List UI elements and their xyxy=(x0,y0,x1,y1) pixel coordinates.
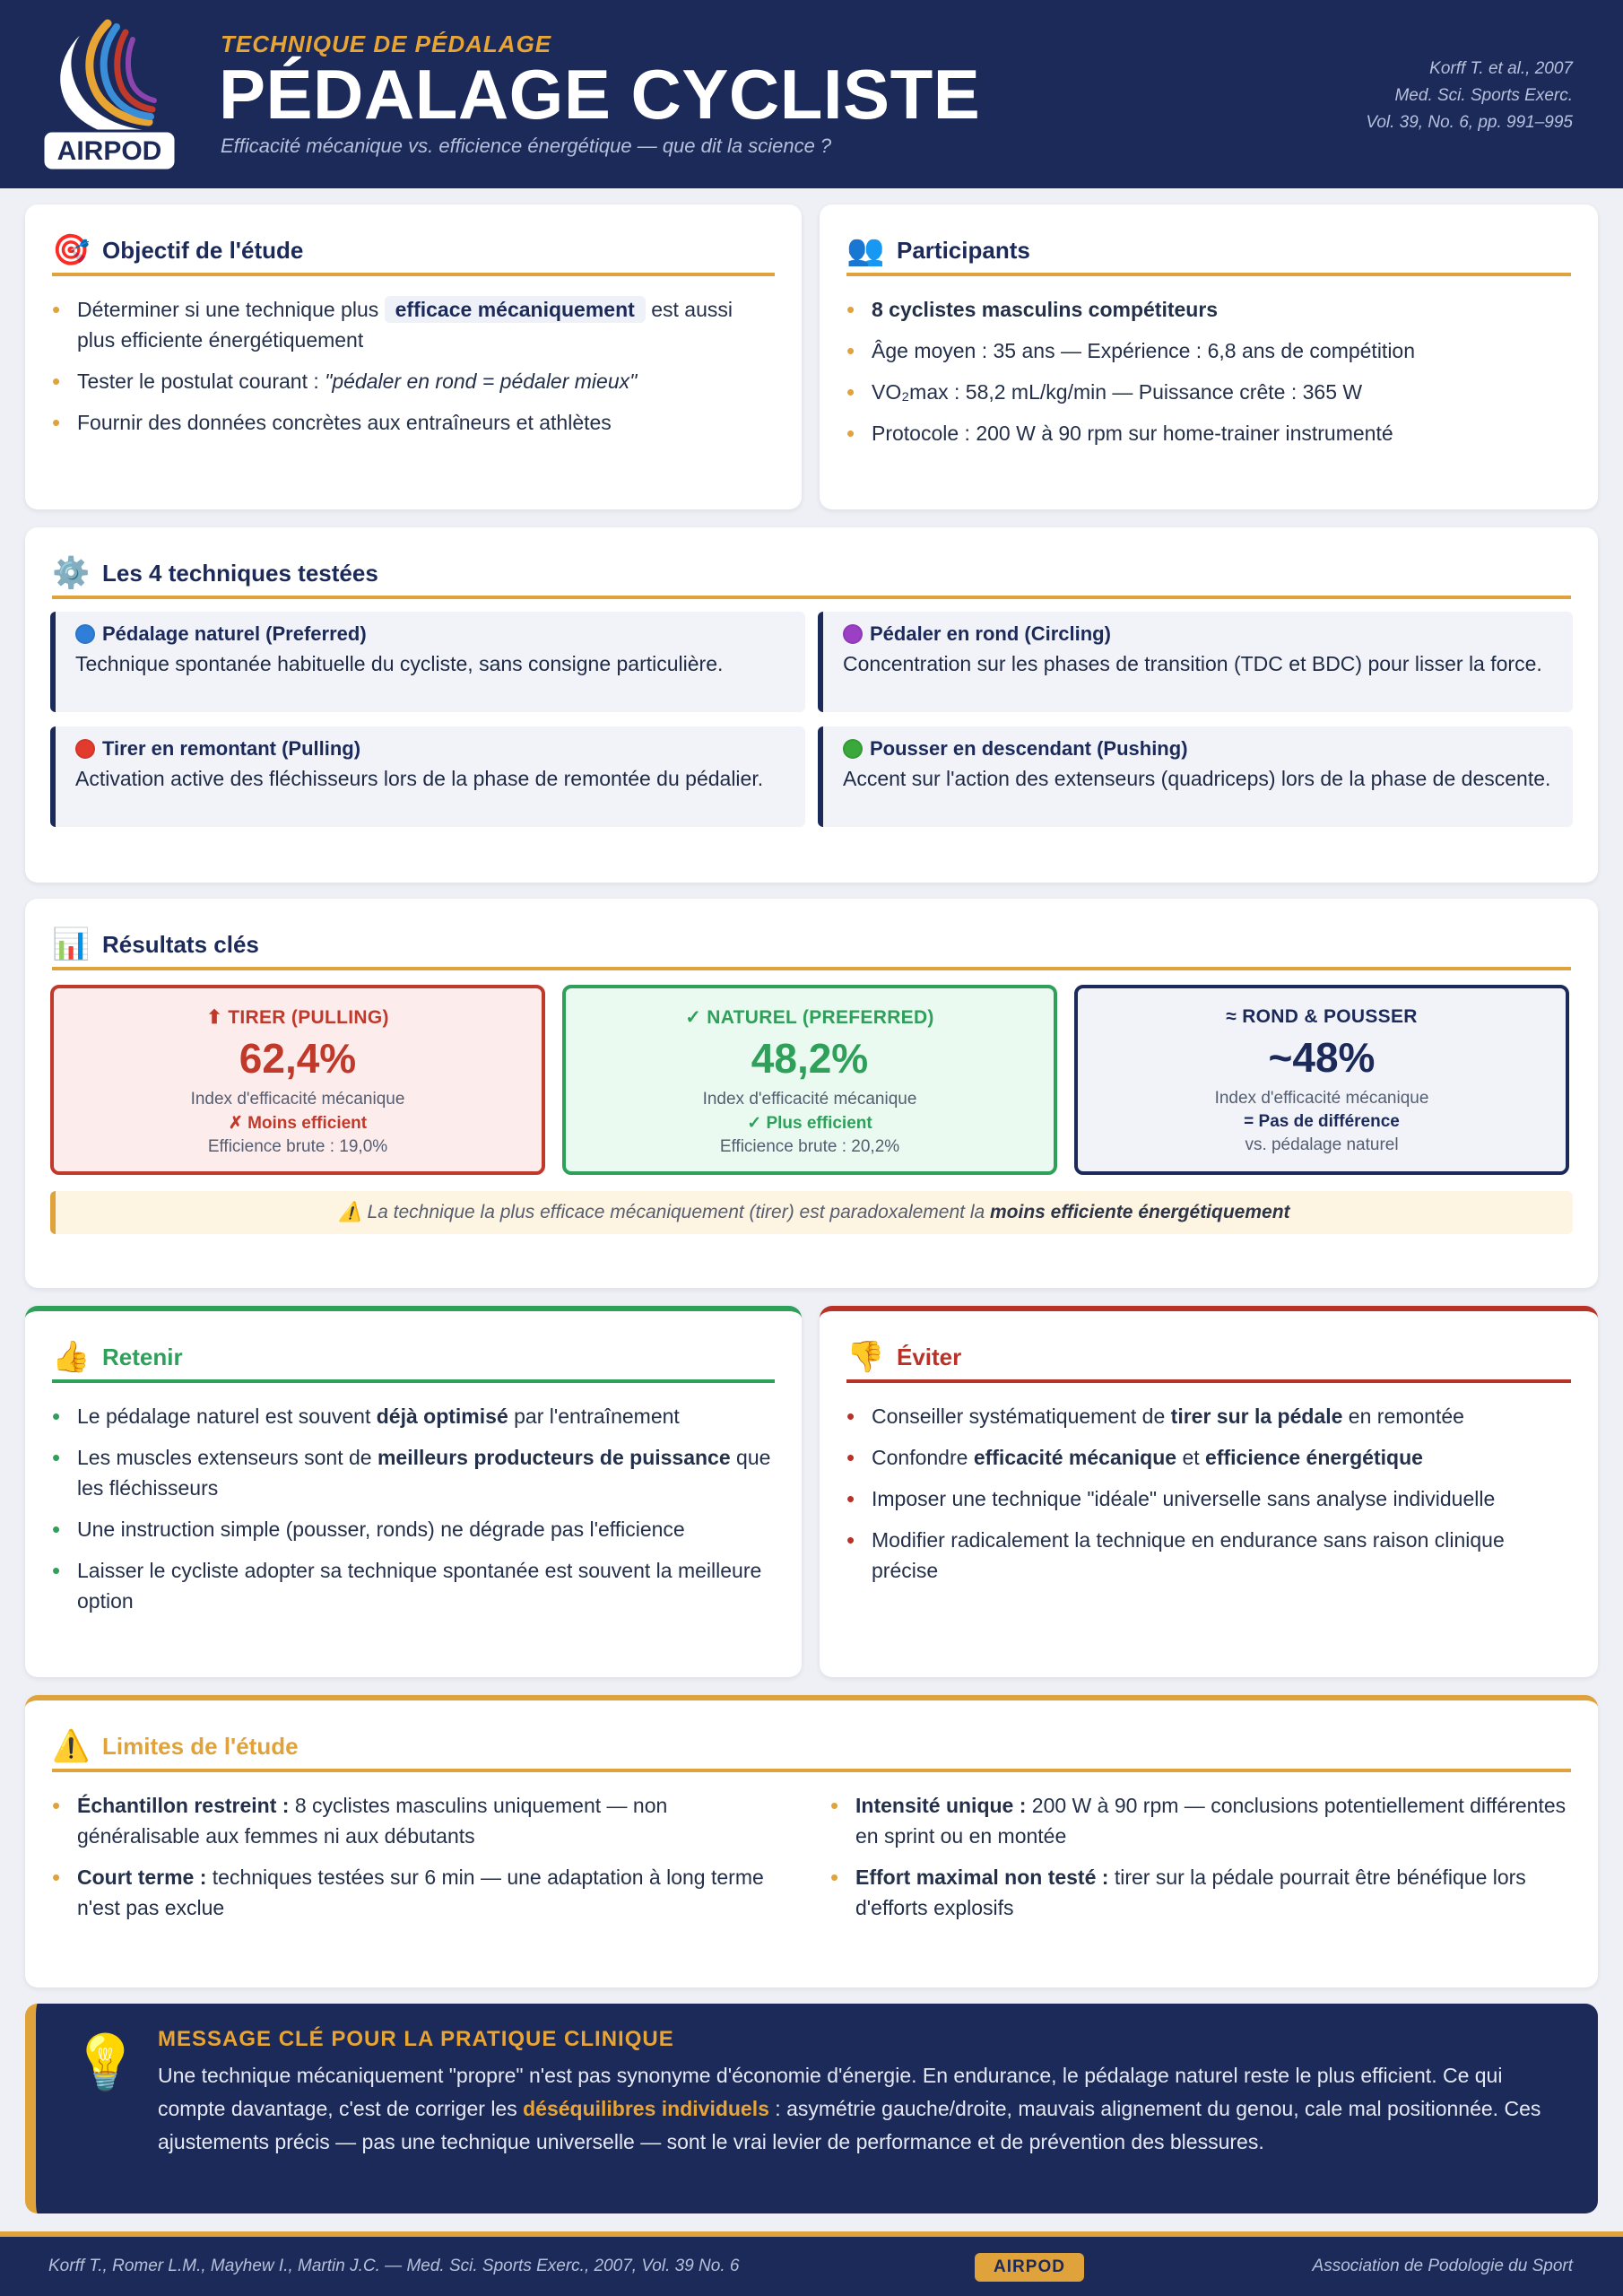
list-item: • Imposer une technique "idéale" universelle sans analyse individuelle xyxy=(846,1483,1571,1514)
footer-citation: Korff T., Romer L.M., Mayhew I., Martin J.C. — Med. Sci. Sports Exerc., 2007, Vol. 39 No. 6 xyxy=(48,2257,740,2275)
participants-list xyxy=(846,294,1571,459)
result-value: 62,4% xyxy=(239,1035,357,1082)
reference-line: Korff T. et al., 2007 xyxy=(1429,59,1573,78)
red-dot-icon xyxy=(75,739,95,759)
reference-line: Med. Sci. Sports Exerc. xyxy=(1394,86,1573,105)
list-item: • Conseiller systématiquement de tirer sur la pédale en remontée xyxy=(846,1401,1571,1431)
page-title: PÉDALAGE CYCLISTE xyxy=(219,55,981,134)
warning-icon: ⚠️ xyxy=(52,1728,91,1764)
warning-note: ⚠️ La technique la plus efficace mécaniquement (tirer) est paradoxalement la moins efficiente énergétiquement xyxy=(50,1191,1573,1234)
card-header xyxy=(846,1335,1571,1383)
blue-dot-icon xyxy=(75,624,95,644)
card-header xyxy=(52,228,775,276)
result-box-preferred: ✓ NATUREL (PREFERRED) 48,2% Index d'efficacité mécanique ✓ Plus efficient Efficience brute : 20,2% xyxy=(562,985,1057,1175)
list-item: • 8 cyclistes masculins compétiteurs xyxy=(846,294,1571,325)
card-header xyxy=(52,1724,1571,1772)
list-item: • Effort maximal non testé : tirer sur la pédale pourrait être bénéfique lors d'efforts explosifs xyxy=(830,1862,1571,1923)
card-header xyxy=(52,1335,775,1383)
footer-badge: AIRPOD xyxy=(975,2253,1084,2282)
technique-tile: Pédalage naturel (Preferred) Technique spontanée habituelle du cycliste, sans consigne particulière. xyxy=(50,612,805,712)
limits-list-right xyxy=(830,1790,1571,1934)
card-title: Éviter xyxy=(897,1343,962,1370)
technique-tile: Tirer en remontant (Pulling) Activation active des fléchisseurs lors de la phase de remontée du pédalier. xyxy=(50,726,805,827)
footer-association: Association de Podologie du Sport xyxy=(1312,2257,1573,2275)
list-item: • Une instruction simple (pousser, ronds) ne dégrade pas l'efficience xyxy=(52,1514,775,1544)
list-item: • Laisser le cycliste adopter sa technique spontanée est souvent la meilleure option xyxy=(52,1555,775,1616)
list-item: • Modifier radicalement la technique en endurance sans raison clinique précise xyxy=(846,1525,1571,1586)
people-icon: 👥 xyxy=(846,232,885,268)
key-message xyxy=(25,2004,1598,2213)
airpod-logo xyxy=(38,7,181,178)
list-item: • Protocole : 200 W à 90 rpm sur home-trainer instrumenté xyxy=(846,418,1571,448)
list-item: • Intensité unique : 200 W à 90 rpm — conclusions potentiellement différentes en sprint ou en montée xyxy=(830,1790,1571,1851)
card-title: Limites de l'étude xyxy=(102,1732,299,1760)
list-item: • VO₂max : 58,2 mL/kg/min — Puissance crête : 365 W xyxy=(846,377,1571,407)
page-subtitle: Efficacité mécanique vs. efficience énergétique — que dit la science ? xyxy=(221,135,832,157)
target-icon: 🎯 xyxy=(52,232,91,268)
thumbs-up-icon: 👍 xyxy=(52,1339,91,1375)
card-title: Les 4 techniques testées xyxy=(102,559,378,587)
result-box-circling-pushing: ≈ ROND & POUSSER ~48% Index d'efficacité mécanique = Pas de différence vs. pédalage naturel xyxy=(1074,985,1569,1175)
card-title: Objectif de l'étude xyxy=(102,236,304,264)
key-message-text: Une technique mécaniquement "propre" n'est pas synonyme d'économie d'énergie. En endurance, le pédalage naturel reste le plus efficient. Ce qui compte davantage, c'est de corriger les déséquilibres individuels : asymétrie gauche/droite, mauvais alignement du genou, cale mal positionnée. Ces ajustements précis — pas une technique universelle — sont le vrai levier de performance et de prévention des blessures. xyxy=(158,2064,1541,2153)
gear-icon: ⚙️ xyxy=(52,555,91,591)
reference-block xyxy=(1366,56,1573,136)
list-item: • Échantillon restreint : 8 cyclistes masculins uniquement — non généralisable aux femmes ni aux débutants xyxy=(52,1790,787,1851)
result-box-pulling: ⬆ TIRER (PULLING) 62,4% Index d'efficacité mécanique ✗ Moins efficient Efficience brute : 19,0% xyxy=(50,985,545,1175)
result-value: ~48% xyxy=(1268,1034,1376,1081)
bar-chart-icon: 📊 xyxy=(52,926,91,962)
list-item: • Tester le postulat courant : "pédaler en rond = pédaler mieux" xyxy=(52,366,775,396)
key-message-title: MESSAGE CLÉ POUR LA PRATIQUE CLINIQUE xyxy=(158,2027,674,2051)
techniques-card xyxy=(25,527,1598,883)
list-item: • Les muscles extenseurs sont de meilleurs producteurs de puissance que les fléchisseurs xyxy=(52,1442,775,1503)
objective-list xyxy=(52,294,775,448)
reference-line: Vol. 39, No. 6, pp. 991–995 xyxy=(1366,113,1573,132)
list-item: • Confondre efficacité mécanique et efficience énergétique xyxy=(846,1442,1571,1473)
purple-dot-icon xyxy=(843,624,863,644)
technique-tile: Pédaler en rond (Circling) Concentration sur les phases de transition (TDC et BDC) pour lisser la force. xyxy=(818,612,1573,712)
participants-card xyxy=(820,204,1598,509)
technique-tile: Pousser en descendant (Pushing) Accent sur l'action des extenseurs (quadriceps) lors de la phase de descente. xyxy=(818,726,1573,827)
green-dot-icon xyxy=(843,739,863,759)
thumbs-down-icon: 👎 xyxy=(846,1339,885,1375)
list-item: • Fournir des données concrètes aux entraîneurs et athlètes xyxy=(52,407,775,438)
highlight-chip: efficace mécaniquement xyxy=(385,296,646,323)
card-header xyxy=(52,551,1571,599)
eyebrow-label: TECHNIQUE DE PÉDALAGE xyxy=(221,30,552,57)
list-item: • Âge moyen : 35 ans — Expérience : 6,8 ans de compétition xyxy=(846,335,1571,366)
card-title: Participants xyxy=(897,236,1030,264)
list-item: • Court terme : techniques testées sur 6 min — une adaptation à long terme n'est pas exclue xyxy=(52,1862,787,1923)
list-item: • Le pédalage naturel est souvent déjà optimisé par l'entraînement xyxy=(52,1401,775,1431)
retain-list xyxy=(52,1401,775,1627)
logo-text: AIRPOD xyxy=(56,136,162,166)
limits-list-left xyxy=(52,1790,787,1934)
card-title: Résultats clés xyxy=(102,930,259,958)
objective-card xyxy=(25,204,802,509)
result-value: 48,2% xyxy=(751,1035,869,1082)
card-header xyxy=(52,922,1571,970)
lightbulb-icon: 💡 xyxy=(72,2031,139,2094)
list-item: • Déterminer si une technique plus efficace mécaniquement est aussi plus efficiente énergétiquement xyxy=(52,294,775,355)
limits-card xyxy=(25,1695,1598,1987)
card-title: Retenir xyxy=(102,1343,183,1370)
card-header xyxy=(846,228,1571,276)
page-header xyxy=(0,0,1623,188)
retain-card xyxy=(25,1306,802,1677)
avoid-card xyxy=(820,1306,1598,1677)
avoid-list xyxy=(846,1401,1571,1596)
page-footer xyxy=(0,2231,1623,2296)
